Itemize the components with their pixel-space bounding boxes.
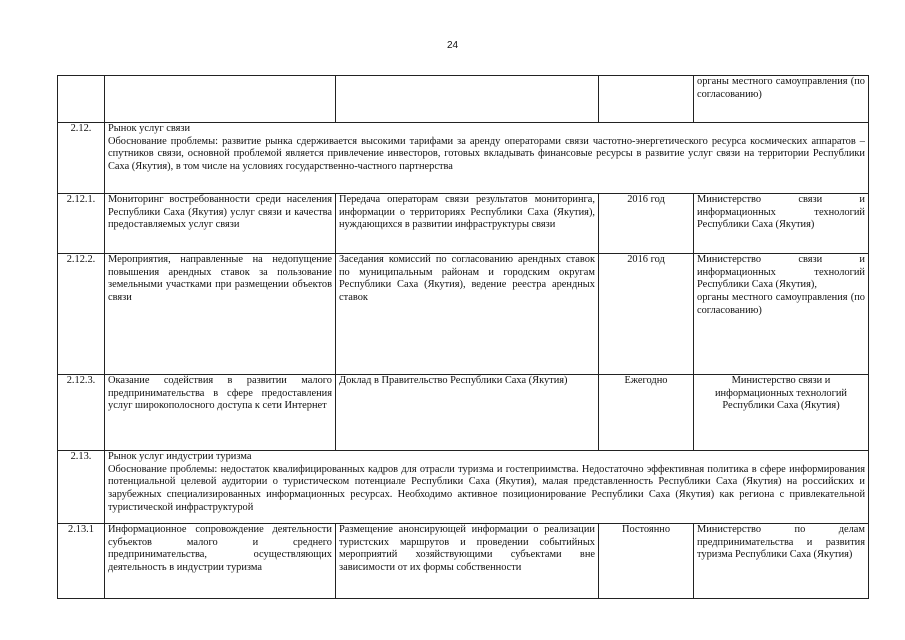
table-row: [58, 375, 869, 451]
responsible-line: органы местного самоуправления (по согласованию): [697, 76, 865, 100]
item-responsible: [694, 194, 869, 254]
section-content: [105, 451, 869, 524]
table-row-continuation: [58, 76, 869, 123]
item-deadline: [599, 76, 694, 123]
item-deadline: Постоянно: [599, 524, 694, 599]
item-deadline: 2016 год: [599, 254, 694, 375]
table-row: [58, 194, 869, 254]
item-result: Передача операторам связи результатов мониторинга, информации о территориях Республики Саха (Якутия), нуждающихся в развитии инфраструктуры связи: [336, 194, 599, 254]
item-number: 2.13.1: [58, 524, 105, 599]
responsible-line: Министерство по делам предпринимательства и развития туризма Республики Саха (Якутия): [697, 524, 865, 561]
section-title: Рынок услуг индустрии туризма: [108, 451, 252, 462]
section-row-communications: [58, 123, 869, 194]
item-responsible: [694, 375, 869, 451]
item-responsible: [694, 254, 869, 375]
item-result: [336, 76, 599, 123]
item-action: Мероприятия, направленные на недопущение повышения арендных ставок за пользование земельными участками при размещении объектов связи: [105, 254, 336, 375]
section-row-tourism: [58, 451, 869, 524]
item-deadline: Ежегодно: [599, 375, 694, 451]
item-result: Заседания комиссий по согласованию арендных ставок по муниципальным районам и городским округам Республики Саха (Якутия), ведение реестра арендных ставок: [336, 254, 599, 375]
responsible-line: Министерство связи и информационных технологий Республики Саха (Якутия): [714, 375, 847, 412]
item-responsible: [694, 76, 869, 123]
item-deadline: 2016 год: [599, 194, 694, 254]
item-action: Оказание содействия в развитии малого предпринимательства в сфере предоставления услуг широкополосного доступа к сети Интернет: [105, 375, 336, 451]
table-row: [58, 254, 869, 375]
item-number: 2.12.1.: [58, 194, 105, 254]
item-result: Размещение анонсирующей информации о реализации туристских маршрутов и проведении событийных мероприятий хозяйствующими субъектами вне зависимости от их формы собственности: [336, 524, 599, 599]
item-number: 2.12.2.: [58, 254, 105, 375]
section-number: 2.13.: [58, 451, 105, 524]
section-title: Рынок услуг связи: [108, 123, 191, 134]
page-number: 24: [446, 40, 459, 51]
section-number: 2.12.: [58, 123, 105, 194]
item-action: Мониторинг востребованности среди населения Республики Саха (Якутия) услуг связи и качества предоставляемых услуг связи: [105, 194, 336, 254]
item-number: 2.12.3.: [58, 375, 105, 451]
section-rationale: Обоснование проблемы: развитие рынка сдерживается высокими тарифами за аренду операторами связи частотно-энергетического ресурса космических аппаратов – спутников связи, основной проблемой является привлечение инвесторов, готовых вкладывать финансовые ресурсы в развитие услуг связи на территории Республики Саха (Якутия), в том числе на условиях государственно-частного партнерства: [108, 135, 865, 173]
responsible-line: Министерство связи и информационных технологий Республики Саха (Якутия): [697, 194, 865, 231]
item-number: [58, 76, 105, 123]
section-content: [105, 123, 869, 194]
responsible-line: органы местного самоуправления (по согласованию): [697, 292, 865, 316]
table-row: [58, 524, 869, 599]
item-action: [105, 76, 336, 123]
responsible-line: Министерство связи и информационных технологий Республики Саха (Якутия),: [697, 254, 865, 291]
item-action: Информационное сопровождение деятельности субъектов малого и среднего предпринимательства, осуществляющих деятельность в индустрии туризма: [105, 524, 336, 599]
section-rationale: Обоснование проблемы: недостаток квалифицированных кадров для отрасли туризма и гостеприимства. Недостаточно эффективная политика в сфере информирования потенциальной целевой аудитории о туристическом потенциале Республики Саха (Якутия), малая представленность Республики Саха (Якутия) на российских и зарубежных специализированных информационных ресурсах. Необходимо активное позиционирование Республики Саха (Якутия) как региона с привлекательной туристической инфраструктурой: [108, 463, 865, 513]
item-responsible: [694, 524, 869, 599]
item-result: Доклад в Правительство Республики Саха (Якутия): [336, 375, 599, 451]
action-plan-table: [57, 75, 869, 599]
